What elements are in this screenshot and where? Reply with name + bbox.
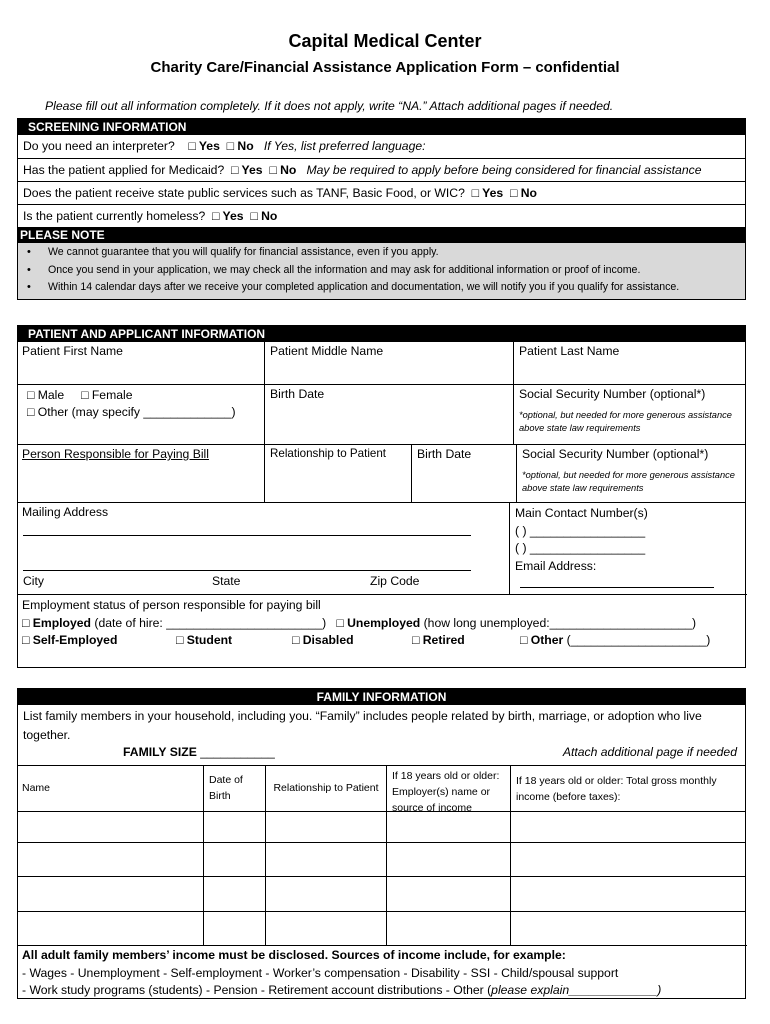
responsible-label: Person Responsible for Paying Bill (22, 447, 209, 461)
income-sources-2: - Work study programs (students) - Pension - Retirement account distributions - Other ( (22, 983, 492, 997)
ssn-note: *optional, but needed for more generous assistance above state law requirements (519, 410, 732, 433)
last-name-field[interactable] (513, 342, 746, 384)
medicaid-question: Has the patient applied for Medicaid? (23, 163, 225, 177)
family-income-cell[interactable] (510, 911, 746, 945)
public-services-question: Does the patient receive state public services such as TANF, Basic Food, or WIC? (23, 186, 465, 200)
public-services-no-checkbox[interactable]: □ No (509, 186, 537, 200)
screening-section (17, 118, 746, 300)
income-sources-1: - Wages - Unemployment - Self-employment - Worker’s compensation - Disability - SSI - Child/spousal support (22, 965, 619, 980)
ssn-label: Social Security Number (optional*) (519, 387, 706, 401)
relationship-label: Relationship to Patient (270, 447, 387, 460)
family-employer-cell[interactable] (386, 911, 510, 945)
col-employer-header: If 18 years old or older: Employer(s) name or source of income (386, 765, 510, 811)
homeless-yes-checkbox[interactable]: □ Yes (212, 209, 244, 223)
family-intro: List family members in your household, including you. “Family” includes people related by birth, marriage, or adoption who live together. (23, 709, 702, 742)
family-dob-cell[interactable] (203, 876, 265, 911)
income-sources-other[interactable]: please explain_____________) (491, 983, 662, 997)
patient-title: PATIENT AND APPLICANT INFORMATION (18, 326, 745, 342)
male-checkbox[interactable]: □ Male (27, 388, 65, 402)
family-size-label: FAMILY SIZE (123, 745, 197, 759)
col-income-header: If 18 years old or older: Total gross monthly income (before taxes): (510, 765, 746, 811)
mailing-label: Mailing Address (22, 505, 109, 519)
col-relationship-header: Relationship to Patient (265, 765, 386, 811)
family-dob-cell[interactable] (203, 911, 265, 945)
mailing-address-field[interactable] (17, 502, 509, 594)
homeless-row (18, 204, 745, 227)
note-title: PLEASE NOTE (18, 227, 745, 243)
family-section (17, 688, 746, 999)
note-item: • Once you send in your application, we may check all the information and may ask for additional information or proof of income. (18, 262, 745, 280)
income-disclosure (17, 945, 747, 1000)
unemployed-checkbox[interactable]: □ Unemployed (336, 615, 421, 630)
homeless-no-checkbox[interactable]: □ No (250, 209, 278, 223)
resp-ssn-label: Social Security Number (optional*) (522, 447, 709, 461)
note-item: • Within 14 calendar days after we receive your completed application and documentation, we will notify you if you qualify for assistance. (18, 279, 745, 297)
resp-birth-date-label: Birth Date (417, 447, 472, 461)
family-income-cell[interactable] (510, 842, 746, 876)
instructions: Please fill out all information completely. If it does not apply, write “NA.” Attach additional pages if needed. (45, 99, 614, 113)
gender-field (17, 384, 264, 444)
interpreter-yes-checkbox[interactable]: □ Yes (188, 139, 220, 153)
employed-checkbox[interactable]: □ Employed (22, 615, 91, 630)
female-checkbox[interactable]: □ Female (81, 388, 133, 402)
first-name-label: Patient First Name (22, 344, 123, 358)
phone-2-field[interactable]: ( ) _________________ (515, 541, 646, 555)
contact-label: Main Contact Number(s) (515, 506, 648, 520)
birth-date-field[interactable] (264, 384, 513, 444)
employed-detail: (date of hire: _______________________) (91, 615, 327, 630)
student-checkbox[interactable]: □ Student (176, 633, 233, 647)
responsible-field[interactable] (17, 444, 264, 502)
attach-note: Attach additional page if needed (562, 745, 737, 759)
city-label: City (23, 574, 44, 588)
family-employer-cell[interactable] (386, 811, 510, 842)
state-label: State (212, 574, 241, 588)
family-relationship-cell[interactable] (265, 876, 386, 911)
form-title: Charity Care/Financial Assistance Application Form – confidential (150, 59, 620, 76)
family-employer-cell[interactable] (386, 876, 510, 911)
resp-ssn-field[interactable] (516, 444, 746, 502)
medicaid-hint: May be required to apply before being considered for financial assistance (306, 163, 702, 177)
family-income-cell[interactable] (510, 876, 746, 911)
interpreter-hint: If Yes, list preferred language: (263, 139, 426, 153)
email-label: Email Address: (515, 558, 597, 573)
phone-1-field[interactable]: ( ) _________________ (515, 523, 646, 538)
email-line[interactable] (520, 587, 714, 588)
employment-label: Employment status of person responsible for paying bill (22, 598, 321, 612)
retired-checkbox[interactable]: □ Retired (412, 633, 465, 647)
family-name-cell[interactable] (17, 811, 203, 842)
screening-title: SCREENING INFORMATION (18, 119, 745, 135)
contact-field (509, 502, 746, 594)
address-line-2 (23, 570, 471, 571)
other-status-checkbox[interactable]: □ Other (520, 633, 564, 647)
family-relationship-cell[interactable] (265, 811, 386, 842)
family-relationship-cell[interactable] (265, 842, 386, 876)
medicaid-yes-checkbox[interactable]: □ Yes (231, 163, 263, 177)
family-income-cell[interactable] (510, 811, 746, 842)
resp-ssn-note: *optional, but needed for more generous assistance above state law requirements (522, 470, 735, 493)
interpreter-no-checkbox[interactable]: □ No (226, 139, 254, 153)
middle-name-field[interactable] (264, 342, 513, 384)
employment-field (17, 594, 747, 669)
family-title: FAMILY INFORMATION (18, 689, 745, 705)
family-name-cell[interactable] (17, 876, 203, 911)
note-list (18, 243, 745, 299)
family-size-field[interactable]: ___________ (196, 745, 275, 759)
homeless-question: Is the patient currently homeless? (23, 209, 206, 223)
family-relationship-cell[interactable] (265, 911, 386, 945)
interpreter-row (18, 135, 745, 158)
patient-section (17, 325, 746, 668)
note-item: • We cannot guarantee that you will qualify for financial assistance, even if you apply. (18, 244, 745, 262)
family-employer-cell[interactable] (386, 842, 510, 876)
family-name-cell[interactable] (17, 842, 203, 876)
self-employed-checkbox[interactable]: □ Self-Employed (22, 633, 118, 647)
other-status-detail: (____________________) (563, 633, 711, 647)
relationship-field[interactable] (264, 444, 411, 502)
medicaid-no-checkbox[interactable]: □ No (269, 163, 297, 177)
org-name: Capital Medical Center (288, 31, 482, 51)
middle-name-label: Patient Middle Name (270, 344, 384, 358)
disclosure-heading: All adult family members’ income must be disclosed. Sources of income include, for example: (22, 948, 566, 962)
unemployed-detail: (how long unemployed:_____________________) (420, 615, 697, 630)
zip-label: Zip Code (370, 574, 420, 588)
ssn-field[interactable] (513, 384, 746, 444)
family-dob-cell[interactable] (203, 811, 265, 842)
first-name-field[interactable] (17, 342, 264, 384)
public-services-yes-checkbox[interactable]: □ Yes (471, 186, 504, 200)
col-name-header: Name (17, 765, 203, 811)
disabled-checkbox[interactable]: □ Disabled (292, 633, 354, 647)
resp-birth-date-field[interactable] (411, 444, 516, 502)
last-name-label: Patient Last Name (519, 344, 620, 358)
col-dob-header: Date of Birth (203, 765, 265, 811)
family-dob-cell[interactable] (203, 842, 265, 876)
family-name-cell[interactable] (17, 911, 203, 945)
birth-date-label: Birth Date (270, 387, 325, 401)
address-line-1 (23, 535, 471, 536)
public-services-row (18, 181, 745, 204)
other-gender-checkbox[interactable]: □ Other (may specify _____________) (27, 405, 236, 419)
interpreter-question: Do you need an interpreter? (23, 139, 175, 153)
medicaid-row (18, 158, 745, 181)
